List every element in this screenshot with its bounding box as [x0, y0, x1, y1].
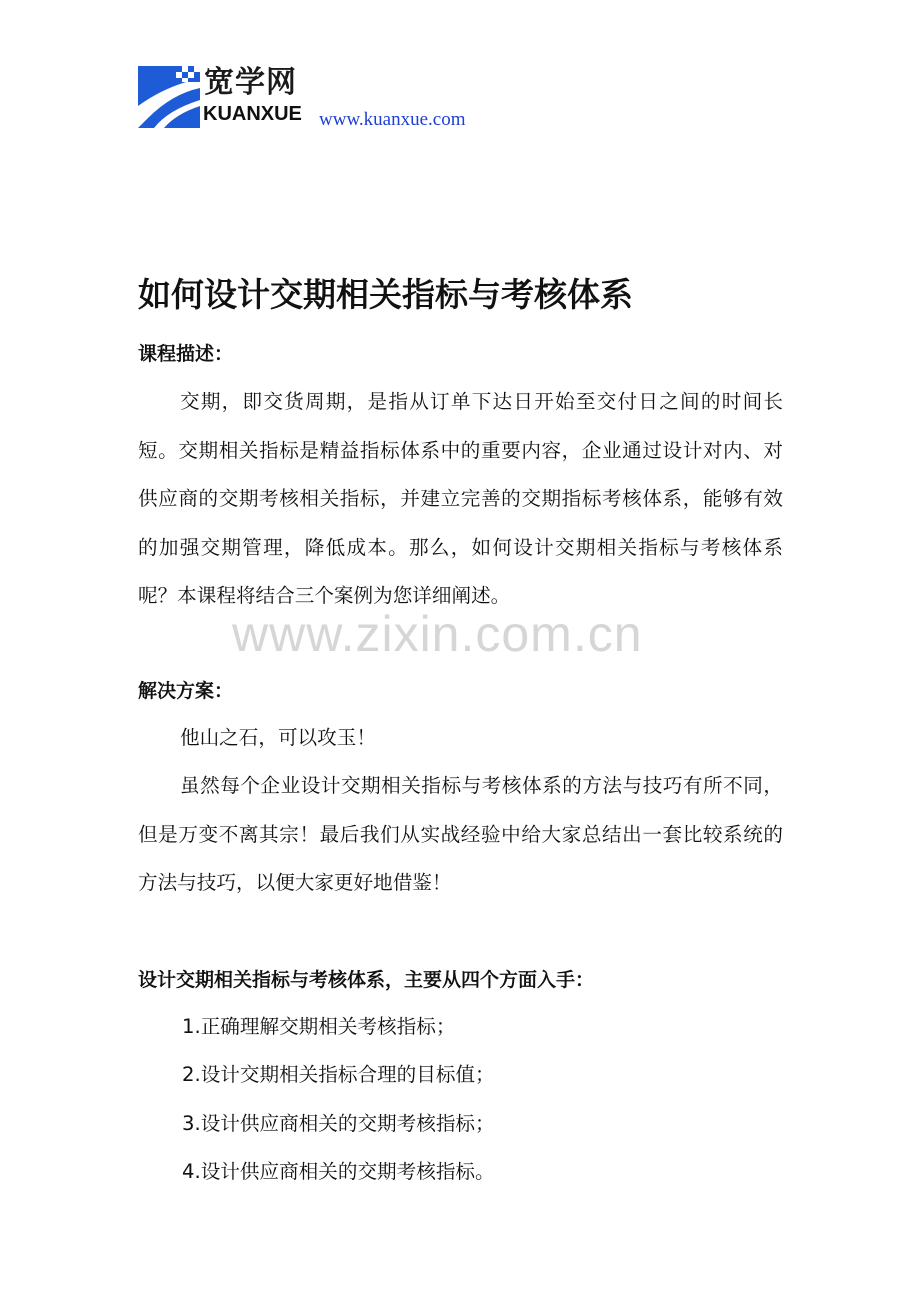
brand-name-chinese: 宽学网 — [204, 65, 297, 100]
solution-heading: 解决方案： — [138, 680, 234, 702]
list-item: 4.设计供应商相关的交期考核指标。 — [182, 1160, 495, 1183]
brand-name-english: KUANXUE — [203, 103, 302, 125]
list-item: 2.设计交期相关指标合理的目标值； — [182, 1063, 495, 1086]
list-item: 3.设计供应商相关的交期考核指标； — [182, 1112, 495, 1135]
course-description-heading: 课程描述： — [138, 343, 234, 365]
list-item: 1.正确理解交期相关考核指标； — [182, 1015, 456, 1038]
kuanxue-logo-icon — [138, 66, 200, 128]
course-description-paragraph: 交期，即交货周期，是指从订单下达日开始至交付日之间的时间长短。交期相关指标是精益指标体系中的重要内容，企业通过设计对内、对供应商的交期考核相关指标，并建立完善的交期指标考核体系，能够有效的加强交期管理，降低成本。那么，如何设计交期相关指标与考核体系呢？本课程将结合三个案例为您详细阐述。 — [138, 390, 783, 607]
solution-paragraph: 虽然每个企业设计交期相关指标与考核体系的方法与技巧有所不同，但是万变不离其宗！最后我们从实战经验中给大家总结出一套比较系统的方法与技巧，以便大家更好地借鉴！ — [138, 774, 783, 894]
page-title: 如何设计交期相关指标与考核体系 — [138, 275, 633, 314]
aspects-heading: 设计交期相关指标与考核体系，主要从四个方面入手： — [138, 969, 595, 991]
site-url-link[interactable]: www.kuanxue.com — [319, 109, 466, 130]
solution-paragraph: 他山之石，可以攻玉！ — [180, 726, 376, 749]
kuanxue-logo — [138, 66, 498, 132]
watermark-text: www.zixin.com.cn — [232, 606, 643, 662]
